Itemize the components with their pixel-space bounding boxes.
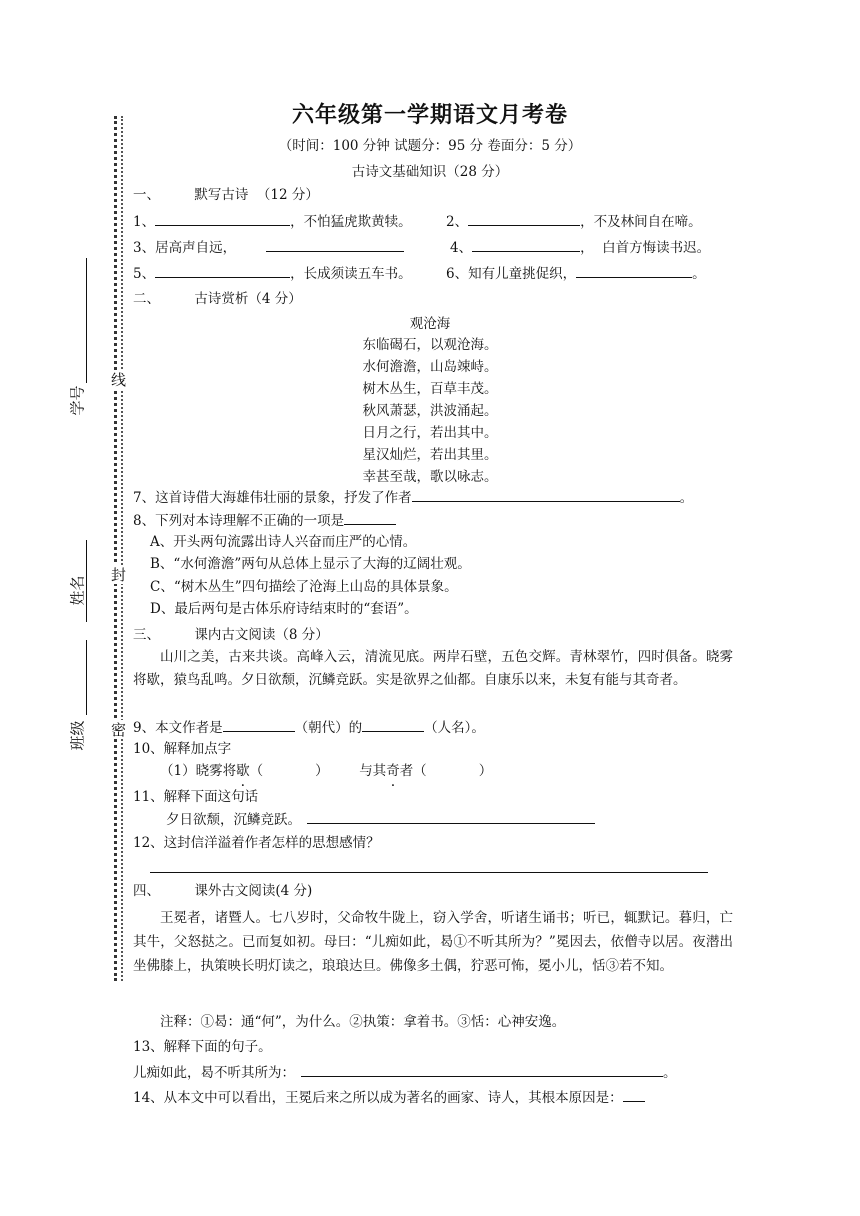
class-label: 班级 [68, 720, 87, 751]
part4-heading: 四、 课外古文阅读(4 分) [133, 883, 313, 899]
part1-heading: 一、 默写古诗 （12 分） [133, 187, 319, 203]
student-id-blank[interactable] [86, 258, 87, 383]
poem-line: 日月之行，若出其中。 [362, 425, 498, 441]
q11-blank[interactable] [307, 808, 595, 824]
q4-suffix: ， 白首方悔读书迟。 [580, 240, 711, 256]
q5-prefix: 5、 [133, 266, 156, 282]
q10-item1-paren-close: ） [315, 763, 329, 779]
q5-blank[interactable] [155, 262, 290, 278]
seal-char-feng: 封 [109, 567, 127, 582]
q10-dotted-char-1: 歇 [236, 763, 250, 779]
q14-text: 14、从本文中可以看出，王冕后来之所以成为著名的画家、诗人，其根本原因是： [133, 1090, 623, 1106]
q2-blank[interactable] [468, 210, 580, 226]
q10-item2-text: 与其 [359, 763, 387, 779]
q6-blank[interactable] [576, 262, 692, 278]
q5-row [133, 262, 412, 285]
q2-row [446, 210, 702, 233]
q2-prefix: 2、 [446, 214, 469, 230]
binding-dotted-line [114, 116, 117, 981]
q14-row [133, 1086, 645, 1109]
q1-suffix: ，不怕猛虎欺黄犊。 [290, 214, 412, 230]
q13-blank[interactable] [301, 1061, 663, 1077]
q10-item1-text: （1）晓雾将 [160, 763, 237, 779]
q11-sentence-row [166, 808, 595, 831]
q3-blank[interactable] [266, 236, 404, 252]
part3-passage: 山川之美，古来共谈。高峰入云，清流见底。两岸石壁，五色交辉。青林翠竹，四时俱备。晓雾将歇，猿鸟乱鸣。夕日欲颓，沉鳞竞跃。实是欲界之仙都。自康乐以来，未复有能与其奇者。 [133, 649, 733, 688]
q12-answer-line[interactable] [150, 872, 708, 873]
part2-heading: 二、 古诗赏析（4 分） [133, 291, 302, 307]
binding-dotted-line-inner [121, 116, 123, 981]
q1-blank[interactable] [155, 210, 290, 226]
name-blank[interactable] [86, 540, 87, 622]
q8-row [133, 509, 396, 532]
part4-passage: 王冕者，诸暨人。七八岁时，父命牧牛陇上，窃入学舍，听诸生诵书；听已，辄默记。暮归，亡其牛，父怒挞之。已而复如初。母曰：“儿痴如此，曷①不听其所为？”冕因去，依僧寺以居。夜潜出坐佛膝上，执策映长明灯读之，琅琅达旦。佛像多土偶，狞恶可怖，冕小儿，恬③若不知。 [133, 910, 733, 974]
q9-author-blank[interactable] [362, 716, 424, 732]
poem-line: 幸甚至哉，歌以咏志。 [362, 469, 498, 485]
q2-suffix: ，不及林间自在啼。 [580, 214, 702, 230]
q13-row: 13、解释下面的句子。 [133, 1039, 272, 1055]
q8-text: 8、下列对本诗理解不正确的一项是 [133, 513, 345, 529]
q6-suffix: 。 [692, 266, 706, 282]
page-title: 六年级第一学期语文月考卷 [291, 102, 568, 128]
q4-blank[interactable] [472, 236, 580, 252]
seal-char-mi: 密 [109, 722, 127, 737]
q10-item2-paren-close: ） [478, 763, 493, 779]
poem-line: 树木丛生，百草丰茂。 [362, 381, 498, 397]
q8-blank[interactable] [344, 509, 396, 525]
poem-line: 东临碣石，以观沧海。 [362, 337, 498, 353]
exam-info: （时间：100 分钟 试题分：95 分 卷面分：5 分） [278, 138, 582, 154]
q10-dotted-char-2: 奇 [386, 763, 400, 779]
q11-row: 11、解释下面这句话 [133, 789, 259, 805]
q14-blank[interactable] [623, 1086, 645, 1102]
part3-heading: 三、 课内古文阅读（8 分） [133, 627, 329, 643]
q13-sentence-row [133, 1061, 677, 1084]
q12-row: 12、这封信洋溢着作者怎样的思想感情？ [133, 835, 380, 851]
student-id-label: 学号 [68, 385, 87, 416]
q9-row [133, 716, 485, 739]
q13-sentence: 儿痴如此，曷不听其所为： [133, 1065, 295, 1081]
q9-dynasty-blank[interactable] [223, 716, 295, 732]
q7-blank[interactable] [412, 486, 680, 502]
part4-note: 注释：①曷：通“何”，为什么。②执策：拿着书。③恬：心神安逸。 [160, 1014, 566, 1030]
q8-option-b[interactable]: B、“水何澹澹”两句从总体上显示了大海的辽阔壮观。 [150, 556, 471, 572]
q1-prefix: 1、 [133, 214, 156, 230]
name-label: 姓名 [68, 575, 87, 606]
poem-title: 观沧海 [409, 316, 451, 332]
q13-end: 。 [663, 1065, 677, 1081]
poem-line: 秋风萧瑟，洪波涌起。 [362, 403, 498, 419]
q9-end: （人名）。 [424, 720, 485, 736]
q1-row [133, 210, 412, 233]
q10-item-row [160, 760, 492, 782]
q8-option-a[interactable]: A、开头两句流露出诗人兴奋而庄严的心情。 [150, 534, 417, 550]
q8-option-d[interactable]: D、最后两句是古体乐府诗结束时的“套语”。 [150, 601, 418, 617]
q10-item2-paren-open: 者（ [399, 763, 427, 779]
q7-end: 。 [679, 490, 694, 506]
q4-prefix: 4、 [450, 240, 473, 256]
q10-row: 10、解释加点字 [133, 741, 232, 757]
q7-row [133, 486, 693, 509]
q5-suffix: ，长成须读五车书。 [290, 266, 412, 282]
q8-option-c[interactable]: C、“树木丛生”四句描绘了沧海上山岛的具体景象。 [150, 579, 458, 595]
q3-row [133, 236, 404, 259]
seal-char-xian: 线 [109, 372, 127, 387]
section-heading: 古诗文基础知识（28 分） [351, 164, 509, 180]
poem-line: 星汉灿烂，若出其里。 [362, 447, 498, 463]
q9-mid: （朝代）的 [294, 720, 363, 736]
q10-item1-paren-open: （ [249, 763, 264, 779]
q6-prefix: 6、知有儿童挑促织， [446, 266, 577, 282]
class-blank[interactable] [86, 640, 87, 715]
q4-row [450, 236, 710, 259]
q11-sentence: 夕日欲颓，沉鳞竞跃。 [166, 812, 301, 828]
q9-text: 9、本文作者是 [133, 720, 223, 736]
q7-text: 7、这首诗借大海雄伟壮丽的景象，抒发了作者 [133, 490, 412, 506]
q6-row [446, 262, 706, 285]
q3-prefix: 3、居高声自远， [133, 240, 237, 256]
poem-line: 水何澹澹，山岛竦峙。 [362, 359, 498, 375]
